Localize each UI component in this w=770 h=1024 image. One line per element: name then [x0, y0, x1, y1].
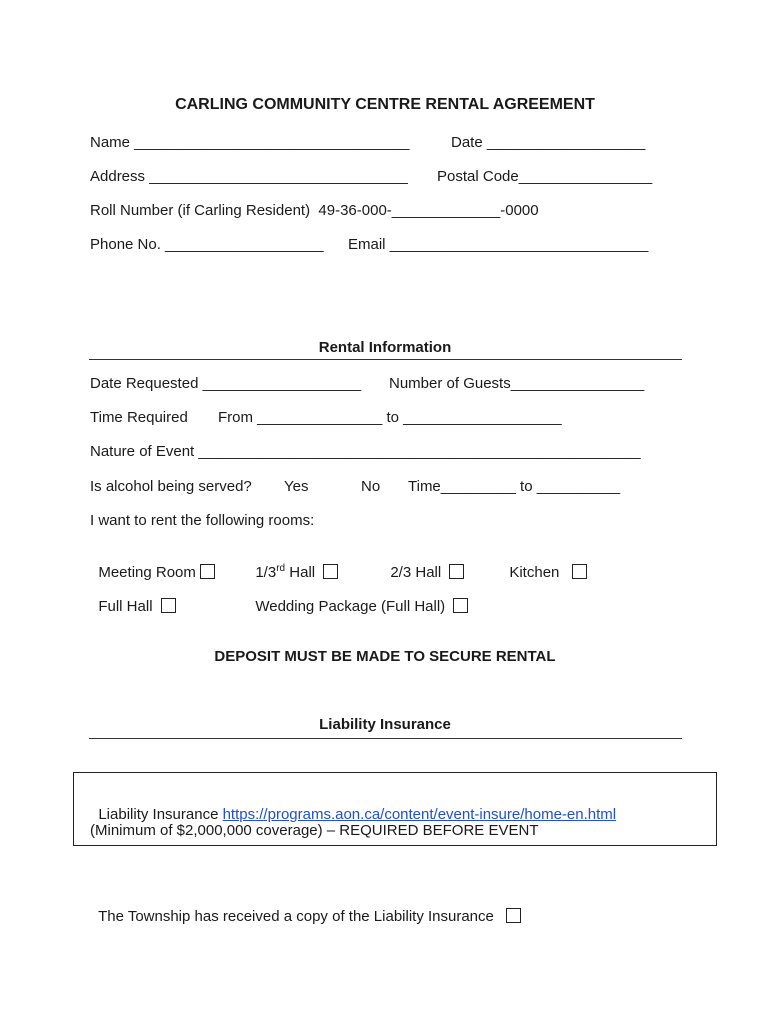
checkbox-icon[interactable]: [161, 598, 176, 613]
full-hall-option: [90, 580, 176, 616]
section-divider: [89, 738, 682, 739]
roll-number-field[interactable]: Roll Number (if Carling Resident) 49-36-000-_____________-0000: [90, 202, 539, 219]
phone-field[interactable]: Phone No. ___________________: [90, 236, 324, 253]
checkbox-icon[interactable]: [453, 598, 468, 613]
insurance-line: [90, 788, 616, 824]
insurance-link[interactable]: https://programs.aon.ca/content/event-insure/home-en.html: [222, 806, 617, 823]
alcohol-yes-option[interactable]: Yes: [284, 478, 309, 495]
page-title: CARLING COMMUNITY CENTRE RENTAL AGREEMENT: [175, 96, 595, 113]
liability-heading: Liability Insurance: [319, 716, 451, 733]
date-requested-field[interactable]: Date Requested ___________________: [90, 375, 362, 392]
insurance-label: Liability Insurance: [98, 806, 223, 823]
wedding-package-option: [247, 580, 468, 616]
checkbox-icon[interactable]: [449, 564, 464, 579]
nature-of-event-field[interactable]: Nature of Event _____________________________________________________: [90, 443, 641, 460]
deposit-notice: DEPOSIT MUST BE MADE TO SECURE RENTAL: [214, 648, 556, 665]
time-required-label: Time Required: [90, 409, 188, 426]
number-of-guests-field[interactable]: Number of Guests________________: [389, 375, 645, 392]
email-field[interactable]: Email _______________________________: [348, 236, 649, 253]
alcohol-time-field[interactable]: Time_________ to __________: [408, 478, 621, 495]
full-hall-label: Full Hall: [98, 598, 153, 615]
name-field[interactable]: Name _________________________________: [90, 134, 410, 151]
rental-info-heading: Rental Information: [318, 339, 452, 356]
section-divider: [89, 359, 682, 360]
date-field[interactable]: Date ___________________: [451, 134, 646, 151]
alcohol-no-option[interactable]: No: [361, 478, 381, 495]
checkbox-icon[interactable]: [572, 564, 587, 579]
checkbox-icon[interactable]: [506, 908, 521, 923]
third-hall-option: [247, 546, 338, 582]
postal-code-field[interactable]: Postal Code________________: [437, 168, 653, 185]
two-thirds-hall-option: [382, 546, 464, 582]
time-from-to-field[interactable]: From _______________ to ___________________: [218, 409, 562, 426]
kitchen-label: Kitchen: [509, 564, 560, 581]
township-received-option: [90, 890, 521, 926]
meeting-room-option: [90, 546, 215, 582]
kitchen-option: [501, 546, 587, 582]
insurance-requirement: (Minimum of $2,000,000 coverage) – REQUIRED BEFORE EVENT: [90, 822, 539, 839]
third-hall-label: 1/3rd Hall: [255, 563, 316, 581]
meeting-room-label: Meeting Room: [98, 564, 196, 581]
address-field[interactable]: Address _______________________________: [90, 168, 408, 185]
alcohol-question: Is alcohol being served?: [90, 478, 252, 495]
rooms-intro: I want to rent the following rooms:: [90, 512, 315, 529]
township-received-label: The Township has received a copy of the Liability Insurance: [98, 908, 494, 925]
checkbox-icon[interactable]: [200, 564, 215, 579]
wedding-package-label: Wedding Package (Full Hall): [255, 598, 446, 615]
two-thirds-hall-label: 2/3 Hall: [390, 564, 442, 581]
checkbox-icon[interactable]: [323, 564, 338, 579]
